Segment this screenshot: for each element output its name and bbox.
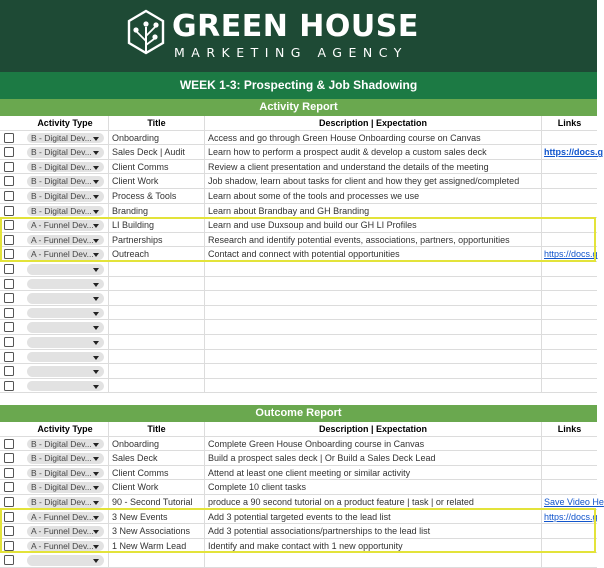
empty-table-row: [0, 320, 597, 335]
description-cell[interactable]: [204, 291, 541, 305]
row-checkbox-cell: [0, 277, 22, 291]
row-checkbox-cell: [0, 160, 22, 174]
checkbox-header: [0, 422, 22, 436]
activity-type-cell: [22, 480, 108, 494]
dropdown-arrow-icon[interactable]: [93, 530, 99, 534]
tree-icon: [126, 9, 166, 59]
title-cell[interactable]: [108, 364, 204, 378]
dropdown-arrow-icon[interactable]: [93, 166, 99, 170]
column-header-links: Links: [541, 422, 597, 436]
brand-subtitle: MARKETING AGENCY: [174, 45, 408, 60]
links-cell[interactable]: [541, 291, 597, 305]
activity-type-dropdown[interactable]: [27, 308, 104, 319]
activity-type-dropdown[interactable]: [27, 468, 104, 479]
row-checkbox-cell: [0, 174, 22, 188]
links-cell[interactable]: [541, 247, 597, 261]
row-checkbox[interactable]: [4, 279, 14, 289]
doc-link[interactable]: Save Video He: [544, 497, 604, 507]
activity-type-value: A - Funnel Dev...: [31, 540, 94, 551]
row-checkbox[interactable]: [4, 497, 14, 507]
activity-type-value: A - Funnel Dev...: [31, 234, 94, 245]
activity-type-dropdown[interactable]: [27, 526, 104, 537]
column-header-links: Links: [541, 116, 597, 130]
row-checkbox[interactable]: [4, 337, 14, 347]
links-cell[interactable]: [541, 277, 597, 291]
title-cell[interactable]: Partnerships: [108, 233, 204, 247]
empty-table-row: [0, 364, 597, 379]
dropdown-arrow-icon[interactable]: [93, 385, 99, 389]
description-cell[interactable]: Research and identify potential events, associations, partners, opportunities: [204, 233, 541, 247]
empty-table-row: [0, 379, 597, 394]
doc-link[interactable]: https://docs.g: [544, 147, 603, 158]
activity-type-cell: [22, 437, 108, 451]
links-cell[interactable]: [541, 451, 597, 465]
description-cell[interactable]: Job shadow, learn about tasks for client and how they get assigned/completed: [204, 174, 541, 188]
activity-header-row: [0, 116, 597, 131]
activity-type-value: B - Digital Dev...: [31, 497, 92, 507]
dropdown-arrow-icon[interactable]: [93, 501, 99, 505]
dropdown-arrow-icon[interactable]: [93, 239, 99, 243]
activity-type-dropdown[interactable]: [27, 264, 104, 275]
title-cell[interactable]: Sales Deck | Audit: [108, 145, 204, 159]
row-checkbox[interactable]: [4, 308, 14, 318]
doc-link[interactable]: https://docs.g: [544, 511, 598, 522]
title-cell[interactable]: [108, 379, 204, 393]
row-checkbox-cell: [0, 466, 22, 480]
description-cell[interactable]: Complete 10 client tasks: [204, 480, 541, 494]
row-checkbox-cell: [0, 320, 22, 334]
dropdown-arrow-icon[interactable]: [93, 545, 99, 549]
table-row: [0, 218, 597, 233]
row-checkbox-cell: [0, 524, 22, 538]
dropdown-arrow-icon[interactable]: [93, 180, 99, 184]
dropdown-arrow-icon[interactable]: [93, 516, 99, 520]
activity-type-cell: [22, 218, 108, 232]
activity-type-dropdown[interactable]: [27, 133, 104, 144]
table-row: [0, 437, 597, 452]
title-cell[interactable]: LI Building: [108, 218, 204, 232]
row-checkbox-cell: [0, 218, 22, 232]
table-row: [0, 145, 603, 160]
row-checkbox[interactable]: [4, 220, 14, 230]
description-cell[interactable]: Build a prospect sales deck | Or Build a Sales Deck Lead: [204, 451, 541, 465]
activity-type-value: B - Digital Dev...: [31, 132, 92, 143]
empty-table-row: [0, 262, 597, 277]
description-cell[interactable]: Add 3 potential associations/partnerships to the lead list: [204, 524, 541, 538]
activity-type-value: B - Digital Dev...: [31, 176, 92, 187]
title-cell[interactable]: Sales Deck: [108, 451, 204, 465]
row-checkbox-cell: [0, 306, 22, 320]
links-cell[interactable]: [541, 495, 604, 509]
table-row: [0, 189, 597, 204]
empty-table-row: [0, 291, 597, 306]
activity-type-value: B - Digital Dev...: [31, 161, 92, 172]
activity-type-dropdown[interactable]: [27, 235, 104, 246]
links-cell[interactable]: [541, 233, 597, 247]
activity-type-dropdown[interactable]: [27, 555, 104, 566]
row-checkbox[interactable]: [4, 147, 14, 157]
links-cell[interactable]: [541, 204, 597, 218]
title-cell[interactable]: [108, 320, 204, 334]
links-cell[interactable]: [541, 466, 597, 480]
links-cell[interactable]: [541, 553, 597, 567]
title-cell[interactable]: Process & Tools: [108, 189, 204, 203]
links-cell[interactable]: [541, 160, 597, 174]
table-row: [0, 539, 597, 554]
description-cell[interactable]: Contact and connect with potential opportunities: [204, 247, 541, 261]
dropdown-arrow-icon[interactable]: [93, 326, 99, 330]
title-cell[interactable]: [108, 291, 204, 305]
row-checkbox[interactable]: [4, 482, 14, 492]
links-cell[interactable]: [541, 379, 597, 393]
empty-table-row: [0, 553, 597, 568]
dropdown-arrow-icon[interactable]: [93, 370, 99, 374]
table-row: [0, 174, 597, 189]
activity-type-dropdown[interactable]: [27, 352, 104, 363]
activity-type-cell: [22, 553, 108, 567]
links-cell[interactable]: [541, 350, 597, 364]
links-cell[interactable]: [541, 480, 597, 494]
description-cell[interactable]: produce a 90 second tutorial on a product feature | task | or related: [204, 495, 541, 509]
row-checkbox[interactable]: [4, 264, 14, 274]
activity-type-cell: [22, 539, 108, 553]
links-cell[interactable]: [541, 510, 597, 524]
row-checkbox-cell: [0, 350, 22, 364]
row-checkbox-cell: [0, 364, 22, 378]
column-header-title: Title: [108, 116, 204, 130]
description-cell[interactable]: [204, 277, 541, 291]
activity-type-value: B - Digital Dev...: [31, 147, 92, 158]
brand-header: [0, 0, 597, 72]
table-row: [0, 510, 597, 525]
links-cell[interactable]: [541, 306, 597, 320]
row-checkbox[interactable]: [4, 555, 14, 565]
column-header-description: Description | Expectation: [204, 116, 541, 130]
row-checkbox[interactable]: [4, 453, 14, 463]
activity-type-value: A - Funnel Dev...: [31, 249, 94, 260]
title-cell[interactable]: 3 New Events: [108, 510, 204, 524]
activity-type-cell: [22, 189, 108, 203]
activity-type-cell: [22, 291, 108, 305]
row-checkbox-cell: [0, 145, 22, 159]
description-cell[interactable]: Learn how to perform a prospect audit & develop a custom sales deck: [204, 145, 541, 159]
activity-type-value: B - Digital Dev...: [31, 205, 92, 216]
activity-type-cell: [22, 145, 108, 159]
activity-type-cell: [22, 233, 108, 247]
links-cell[interactable]: [541, 218, 597, 232]
title-cell[interactable]: [108, 553, 204, 567]
empty-table-row: [0, 350, 597, 365]
empty-table-row: [0, 335, 597, 350]
row-checkbox[interactable]: [4, 133, 14, 143]
dropdown-arrow-icon[interactable]: [93, 341, 99, 345]
description-cell[interactable]: Review a client presentation and understand the details of the meeting: [204, 160, 541, 174]
activity-type-cell: [22, 131, 108, 145]
description-cell[interactable]: [204, 379, 541, 393]
row-checkbox[interactable]: [4, 322, 14, 332]
row-checkbox[interactable]: [4, 206, 14, 216]
activity-type-cell: [22, 320, 108, 334]
column-header-description: Description | Expectation: [204, 422, 541, 436]
row-checkbox[interactable]: [4, 439, 14, 449]
links-cell[interactable]: [541, 320, 597, 334]
activity-type-cell: [22, 335, 108, 349]
activity-type-dropdown[interactable]: [27, 147, 104, 158]
row-checkbox[interactable]: [4, 526, 14, 536]
dropdown-arrow-icon[interactable]: [93, 210, 99, 214]
row-checkbox-cell: [0, 510, 22, 524]
title-cell[interactable]: Client Comms: [108, 160, 204, 174]
activity-type-cell: [22, 160, 108, 174]
column-header-activity-type: Activity Type: [37, 424, 93, 434]
row-checkbox-cell: [0, 480, 22, 494]
activity-type-dropdown[interactable]: [27, 220, 104, 231]
title-cell[interactable]: [108, 277, 204, 291]
activity-type-dropdown[interactable]: [27, 249, 104, 260]
row-checkbox[interactable]: [4, 381, 14, 391]
links-cell[interactable]: [541, 145, 603, 159]
title-cell[interactable]: Client Work: [108, 480, 204, 494]
dropdown-arrow-icon[interactable]: [93, 195, 99, 199]
row-checkbox-cell: [0, 291, 22, 305]
title-cell[interactable]: Client Work: [108, 174, 204, 188]
table-row: [0, 524, 597, 539]
table-row: [0, 160, 597, 175]
empty-table-row: [0, 306, 597, 321]
row-checkbox-cell: [0, 335, 22, 349]
description-cell[interactable]: Access and go through Green House Onboarding course on Canvas: [204, 131, 541, 145]
title-cell[interactable]: 1 New Warm Lead: [108, 539, 204, 553]
dropdown-arrow-icon[interactable]: [93, 151, 99, 155]
doc-link[interactable]: https://docs.g: [544, 249, 598, 260]
activity-type-cell: [22, 451, 108, 465]
activity-type-cell: [22, 174, 108, 188]
title-cell[interactable]: Branding: [108, 204, 204, 218]
title-cell[interactable]: [108, 350, 204, 364]
activity-type-dropdown[interactable]: [27, 541, 104, 552]
dropdown-arrow-icon[interactable]: [93, 224, 99, 228]
activity-type-cell: [22, 247, 108, 261]
links-cell[interactable]: [541, 364, 597, 378]
brand-name: GREEN HOUSE: [172, 9, 419, 44]
dropdown-arrow-icon[interactable]: [93, 268, 99, 272]
title-cell[interactable]: Outreach: [108, 247, 204, 261]
activity-type-cell: [22, 204, 108, 218]
row-checkbox[interactable]: [4, 249, 14, 259]
links-cell[interactable]: [541, 131, 597, 145]
table-row: [0, 247, 597, 262]
activity-type-value: B - Digital Dev...: [31, 467, 92, 478]
row-checkbox-cell: [0, 204, 22, 218]
links-cell[interactable]: [541, 262, 597, 276]
description-cell[interactable]: Identify and make contact with 1 new opportunity: [204, 539, 541, 553]
links-cell[interactable]: [541, 437, 597, 451]
row-checkbox-cell: [0, 539, 22, 553]
activity-type-dropdown[interactable]: [27, 279, 104, 290]
outcome-header-row: [0, 422, 597, 437]
description-cell[interactable]: [204, 350, 541, 364]
title-cell[interactable]: 3 New Associations: [108, 524, 204, 538]
dropdown-arrow-icon[interactable]: [93, 559, 99, 563]
activity-type-dropdown[interactable]: [27, 206, 104, 217]
dropdown-arrow-icon[interactable]: [93, 457, 99, 461]
activity-type-cell: [22, 510, 108, 524]
description-cell[interactable]: [204, 364, 541, 378]
description-cell[interactable]: [204, 306, 541, 320]
title-cell[interactable]: [108, 306, 204, 320]
table-row: [0, 204, 597, 219]
activity-type-cell: [22, 379, 108, 393]
description-cell[interactable]: Learn about some of the tools and processes we use: [204, 189, 541, 203]
activity-type-dropdown[interactable]: [27, 381, 104, 392]
activity-type-dropdown[interactable]: [27, 453, 104, 464]
table-row: [0, 480, 597, 495]
activity-type-dropdown[interactable]: [27, 439, 104, 450]
description-cell[interactable]: [204, 553, 541, 567]
dropdown-arrow-icon[interactable]: [93, 297, 99, 301]
links-cell[interactable]: [541, 174, 597, 188]
description-cell[interactable]: [204, 262, 541, 276]
dropdown-arrow-icon[interactable]: [93, 486, 99, 490]
row-checkbox[interactable]: [4, 293, 14, 303]
activity-type-value: B - Digital Dev...: [31, 482, 92, 493]
activity-type-cell: [22, 350, 108, 364]
activity-type-dropdown[interactable]: [27, 176, 104, 187]
row-checkbox-cell: [0, 379, 22, 393]
description-cell[interactable]: Complete Green House Onboarding course in Canvas: [204, 437, 541, 451]
empty-table-row: [0, 277, 597, 292]
table-row: [0, 131, 597, 146]
links-cell[interactable]: [541, 189, 597, 203]
activity-type-dropdown[interactable]: [27, 512, 104, 523]
activity-type-dropdown[interactable]: [27, 366, 104, 377]
week-title: WEEK 1-3: Prospecting & Job Shadowing: [0, 72, 597, 99]
row-checkbox-cell: [0, 437, 22, 451]
links-cell[interactable]: [541, 524, 597, 538]
title-cell[interactable]: [108, 262, 204, 276]
activity-type-dropdown[interactable]: [27, 322, 104, 333]
row-checkbox-cell: [0, 451, 22, 465]
activity-type-cell: [22, 306, 108, 320]
row-checkbox[interactable]: [4, 176, 14, 186]
table-row: [0, 451, 597, 466]
activity-type-value: A - Funnel Dev...: [31, 220, 94, 231]
row-checkbox[interactable]: [4, 235, 14, 245]
description-cell[interactable]: Attend at least one client meeting or similar activity: [204, 466, 541, 480]
links-cell[interactable]: [541, 335, 597, 349]
dropdown-arrow-icon[interactable]: [93, 137, 99, 141]
table-row: [0, 466, 597, 481]
activity-type-dropdown[interactable]: [27, 497, 104, 508]
activity-type-cell: [22, 277, 108, 291]
row-checkbox-cell: [0, 247, 22, 261]
description-cell[interactable]: Learn and use Duxsoup and build our GH LI Profiles: [204, 218, 541, 232]
activity-type-cell: [22, 466, 108, 480]
title-cell[interactable]: Onboarding: [108, 437, 204, 451]
activity-type-cell: [22, 495, 108, 509]
links-cell[interactable]: [541, 539, 597, 553]
activity-type-cell: [22, 262, 108, 276]
title-cell[interactable]: Client Comms: [108, 466, 204, 480]
table-row: [0, 233, 597, 248]
title-cell[interactable]: Onboarding: [108, 131, 204, 145]
row-checkbox[interactable]: [4, 191, 14, 201]
row-checkbox[interactable]: [4, 541, 14, 551]
description-cell[interactable]: [204, 320, 541, 334]
activity-type-cell: [22, 524, 108, 538]
row-checkbox[interactable]: [4, 352, 14, 362]
description-cell[interactable]: [204, 335, 541, 349]
dropdown-arrow-icon[interactable]: [93, 443, 99, 447]
row-checkbox[interactable]: [4, 468, 14, 478]
row-checkbox-cell: [0, 189, 22, 203]
row-checkbox-cell: [0, 233, 22, 247]
activity-type-value: B - Digital Dev...: [31, 453, 92, 464]
row-checkbox[interactable]: [4, 162, 14, 172]
dropdown-arrow-icon[interactable]: [93, 472, 99, 476]
title-cell[interactable]: 90 - Second Tutorial: [108, 495, 204, 509]
dropdown-arrow-icon[interactable]: [93, 312, 99, 316]
row-checkbox[interactable]: [4, 366, 14, 376]
checkbox-header: [0, 116, 22, 130]
description-cell[interactable]: Learn about Brandbay and GH Branding: [204, 204, 541, 218]
dropdown-arrow-icon[interactable]: [93, 253, 99, 257]
title-cell[interactable]: [108, 335, 204, 349]
row-checkbox-cell: [0, 495, 22, 509]
description-cell[interactable]: Add 3 potential targeted events to the lead list: [204, 510, 541, 524]
activity-type-value: B - Digital Dev...: [31, 438, 92, 449]
activity-type-cell: [22, 364, 108, 378]
activity-type-dropdown[interactable]: [27, 337, 104, 348]
outcome-report-title: Outcome Report: [0, 405, 597, 422]
row-checkbox-cell: [0, 262, 22, 276]
column-header-title: Title: [108, 422, 204, 436]
activity-type-dropdown[interactable]: [27, 191, 104, 202]
row-checkbox-cell: [0, 131, 22, 145]
activity-type-value: B - Digital Dev...: [31, 191, 92, 201]
activity-type-dropdown[interactable]: [27, 162, 104, 173]
row-checkbox-cell: [0, 553, 22, 567]
activity-report-title: Activity Report: [0, 99, 597, 116]
activity-type-value: A - Funnel Dev...: [31, 511, 94, 522]
dropdown-arrow-icon[interactable]: [93, 356, 99, 360]
table-row: [0, 495, 604, 510]
activity-type-dropdown[interactable]: [27, 293, 104, 304]
row-checkbox[interactable]: [4, 512, 14, 522]
activity-type-dropdown[interactable]: [27, 482, 104, 493]
column-header-activity-type: Activity Type: [37, 118, 93, 128]
activity-type-value: A - Funnel Dev...: [31, 526, 94, 537]
dropdown-arrow-icon[interactable]: [93, 283, 99, 287]
